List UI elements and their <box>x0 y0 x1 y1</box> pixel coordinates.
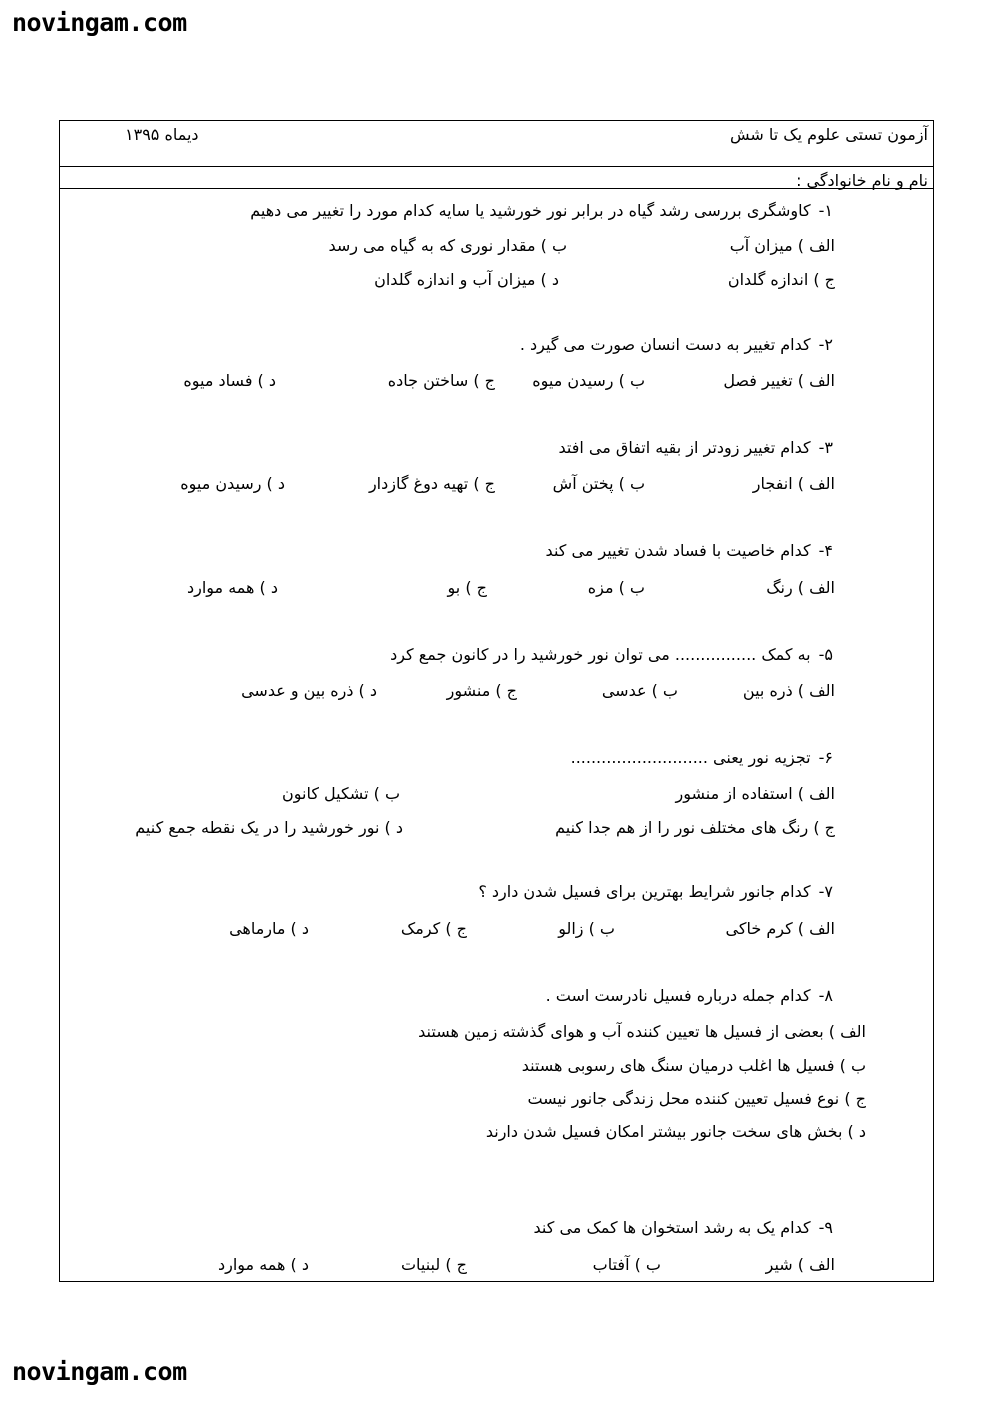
watermark-top: novingam.com <box>12 8 187 37</box>
q9-option-c: ج ) لبنیات <box>400 1255 467 1274</box>
question-text: کدام تغییر زودتر از بقیه اتفاق می افتد <box>558 438 811 457</box>
header-divider <box>60 166 933 167</box>
q1-option-c: ج ) اندازه گلدان <box>727 270 835 289</box>
question-number: ۴- <box>818 541 833 560</box>
q9-option-b: ب ) آفتاب <box>592 1255 661 1274</box>
question-number: ۶- <box>818 748 833 767</box>
question-4 <box>546 540 833 562</box>
question-text: کدام تغییر به دست انسان صورت می گیرد . <box>519 335 811 354</box>
q3-option-c: ج ) تهیه دوغ گازدار <box>368 474 495 493</box>
question-2 <box>520 334 833 356</box>
q4-option-c: ج ) بو <box>447 578 487 597</box>
q9-option-d: د ) همه موارد <box>217 1255 309 1274</box>
question-8 <box>546 985 833 1007</box>
q7-option-c: ج ) کرمک <box>400 919 467 938</box>
q6-option-c: ج ) رنگ های مختلف نور را از هم جدا کنیم <box>555 818 835 837</box>
q5-option-a: الف ) ذره بین <box>742 681 835 700</box>
question-text: کدام خاصیت با فساد شدن تغییر می کند <box>545 541 811 560</box>
q5-option-d: د ) ذره بین و عدسی <box>241 681 377 700</box>
q2-option-a: الف ) تغییر فصل <box>723 371 835 390</box>
q4-option-b: ب ) مزه <box>587 578 645 597</box>
q1-option-a: الف ) میزان آب <box>729 236 835 255</box>
q6-option-b: ب ) تشکیل کانون <box>281 784 400 803</box>
watermark-bottom: novingam.com <box>12 1357 187 1386</box>
q3-option-d: د ) رسیدن میوه <box>180 474 285 493</box>
q3-option-b: ب ) پختن آش <box>552 474 645 493</box>
question-9 <box>534 1217 833 1239</box>
question-number: ۳- <box>818 438 833 457</box>
exam-title: آزمون تستی علوم یک تا شش <box>730 125 928 144</box>
question-number: ۸- <box>818 986 833 1005</box>
question-text: کدام جانور شرایط بهترین برای فسیل شدن دارد ؟ <box>478 882 811 901</box>
q3-option-a: الف ) انفجار <box>752 474 835 493</box>
q2-option-c: ج ) ساختن جاده <box>387 371 495 390</box>
question-1 <box>250 200 833 222</box>
q5-option-b: ب ) عدسی <box>601 681 678 700</box>
question-text: کاوشگری بررسی رشد گیاه در برابر نور خورشید یا سایه کدام مورد را تغییر می دهیم <box>250 201 811 220</box>
question-text: به کمک ................ می توان نور خورشید را در کانون جمع کرد <box>390 645 811 664</box>
question-number: ۷- <box>818 882 833 901</box>
q5-option-c: ج ) منشور <box>446 681 517 700</box>
q1-option-b: ب ) مقدار نوری که به گیاه می رسد <box>328 236 567 255</box>
q2-option-d: د ) فساد میوه <box>183 371 276 390</box>
question-5 <box>390 644 833 666</box>
q4-option-a: الف ) رنگ <box>766 578 835 597</box>
q7-option-d: د ) مارماهی <box>229 919 309 938</box>
question-number: ۵- <box>818 645 833 664</box>
q7-option-a: الف ) کرم خاکی <box>725 919 835 938</box>
q8-option-b: ب ) فسیل ها اغلب درمیان سنگ های رسوبی هستند <box>521 1056 866 1075</box>
q8-option-c: ج ) نوع فسیل تعیین کننده محل زندگی جانور نیست <box>527 1089 866 1108</box>
question-6 <box>571 747 833 769</box>
q8-option-a: الف ) بعضی از فسیل ها تعیین کننده آب و هوای گذشته زمین هستند <box>418 1022 866 1041</box>
q9-option-a: الف ) شیر <box>765 1255 835 1274</box>
q8-option-d: د ) بخش های سخت جانور بیشتر امکان فسیل شدن دارند <box>485 1122 866 1141</box>
q7-option-b: ب ) زالو <box>558 919 615 938</box>
q4-option-d: د ) همه موارد <box>186 578 278 597</box>
question-7 <box>478 881 833 903</box>
question-number: ۲- <box>818 335 833 354</box>
q6-option-a: الف ) استفاده از منشور <box>675 784 835 803</box>
question-3 <box>559 437 834 459</box>
question-text: کدام جمله درباره فسیل نادرست است . <box>545 986 811 1005</box>
q6-option-d: د ) نور خورشید را در یک نقطه جمع کنیم <box>135 818 403 837</box>
name-label: نام و نام خانوادگی : <box>796 171 928 190</box>
exam-date: دیماه ۱۳۹۵ <box>125 125 199 144</box>
question-text: تجزیه نور یعنی ........................... <box>570 748 811 767</box>
q2-option-b: ب ) رسیدن میوه <box>532 371 645 390</box>
question-text: کدام یک به رشد استخوان ها کمک می کند <box>533 1218 811 1237</box>
q1-option-d: د ) میزان آب و اندازه گلدان <box>374 270 559 289</box>
question-number: ۱- <box>818 201 833 220</box>
question-number: ۹- <box>818 1218 833 1237</box>
exam-sheet <box>59 120 934 1282</box>
